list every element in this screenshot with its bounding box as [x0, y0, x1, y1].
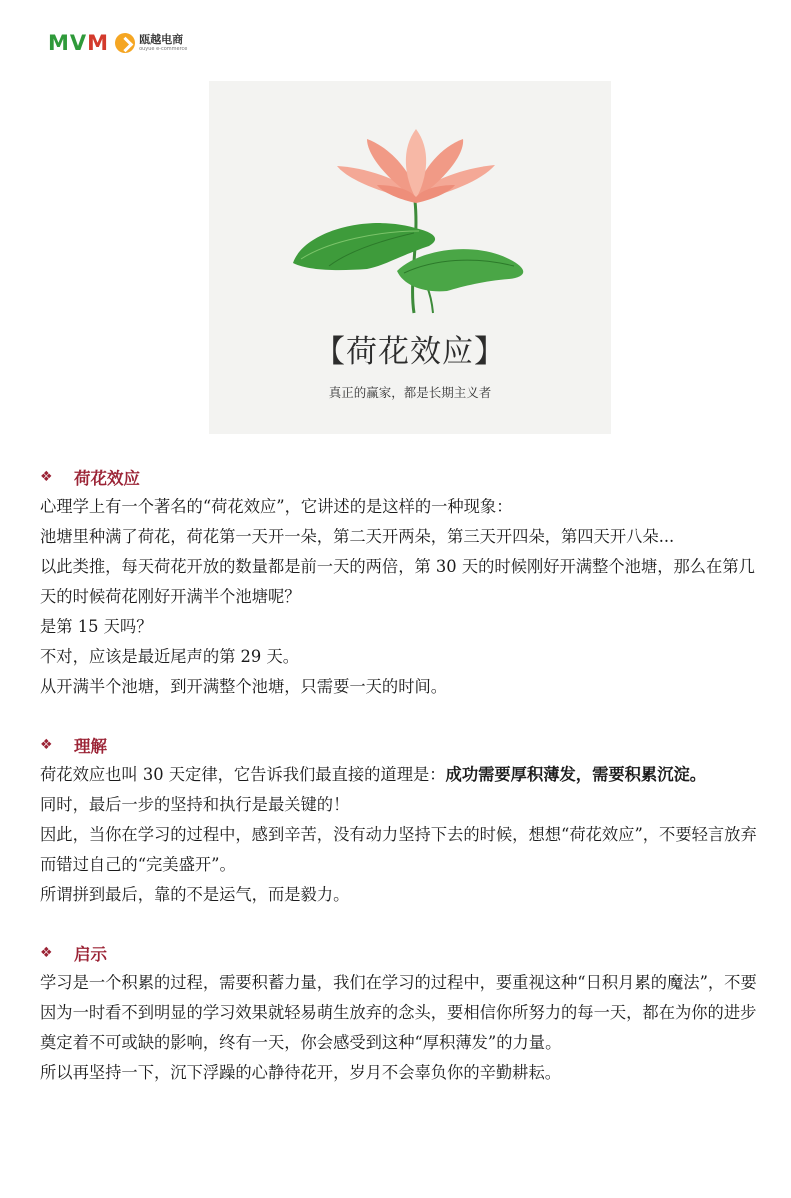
logo-arrow-icon [115, 33, 135, 53]
section-title: 理解 [74, 737, 107, 756]
paragraph: 同时，最后一步的坚持和执行是最关键的！ [40, 795, 350, 814]
company-logo [48, 30, 187, 56]
section-title: 启示 [74, 945, 107, 964]
paragraph: 因此，当你在学习的过程中，感到辛苦，没有动力坚持下去的时候，想想“荷花效应”，不要轻言放弃而错过自己的“完美盛开”。 [40, 825, 757, 874]
article-body [40, 462, 760, 1088]
paragraph: 是第 15 天吗？ [40, 617, 153, 636]
diamond-bullet-icon: ❖ [40, 945, 53, 961]
section-title: 荷花效应 [74, 469, 140, 488]
lead-text: 荷花效应也叫 30 天定律，它告诉我们最直接的道理是： [40, 765, 446, 784]
paragraph: 所谓拼到最后，靠的不是运气，而是毅力。 [40, 885, 350, 904]
logo-chinese-name: 瓯越电商 [139, 33, 184, 46]
paragraph: 不对，应该是最近尾声的第 29 天。 [40, 647, 300, 666]
logo-mvm: MVM [48, 31, 110, 55]
paragraph: 学习是一个积累的过程，需要积蓄力量，我们在学习的过程中，要重视这种“日积月累的魔法”，不要因为一时看不到明显的学习效果就轻易萌生放弃的念头，要相信你所努力的每一天，都在为你的进步奠定着不可或缺的影响，终有一天，你会感受到这种“厚积薄发”的力量。 [40, 973, 757, 1052]
diamond-bullet-icon: ❖ [40, 737, 53, 753]
section-heading-understanding [40, 730, 760, 760]
hero-subtitle: 真正的赢家，都是长期主义者 [328, 385, 492, 400]
hero-image [209, 81, 611, 434]
diamond-bullet-icon: ❖ [40, 469, 53, 485]
hero-title: 【荷花效应】 [314, 334, 506, 370]
paragraph: 所以再坚持一下，沉下浮躁的心静待花开，岁月不会辜负你的辛勤耕耘。 [40, 1063, 562, 1082]
paragraph: 心理学上有一个著名的“荷花效应”，它讲述的是这样的一种现象： [40, 497, 513, 516]
section-heading-insight [40, 938, 760, 968]
logo-english-name: ouyue e-commerce [139, 46, 188, 52]
section-heading-lotus-effect [40, 462, 760, 492]
paragraph: 池塘里种满了荷花，荷花第一天开一朵，第二天开两朵，第三天开四朵，第四天开八朵... [40, 527, 675, 546]
key-conclusion: 成功需要厚积薄发，需要积累沉淀。 [445, 765, 707, 784]
paragraph: 从开满半个池塘，到开满整个池塘，只需要一天的时间。 [40, 677, 448, 696]
lotus-illustration [209, 81, 611, 434]
paragraph [40, 760, 760, 790]
paragraph: 以此类推，每天荷花开放的数量都是前一天的两倍，第 30 天的时候刚好开满整个池塘，那么在第几天的时候荷花刚好开满半个池塘呢？ [40, 557, 755, 606]
